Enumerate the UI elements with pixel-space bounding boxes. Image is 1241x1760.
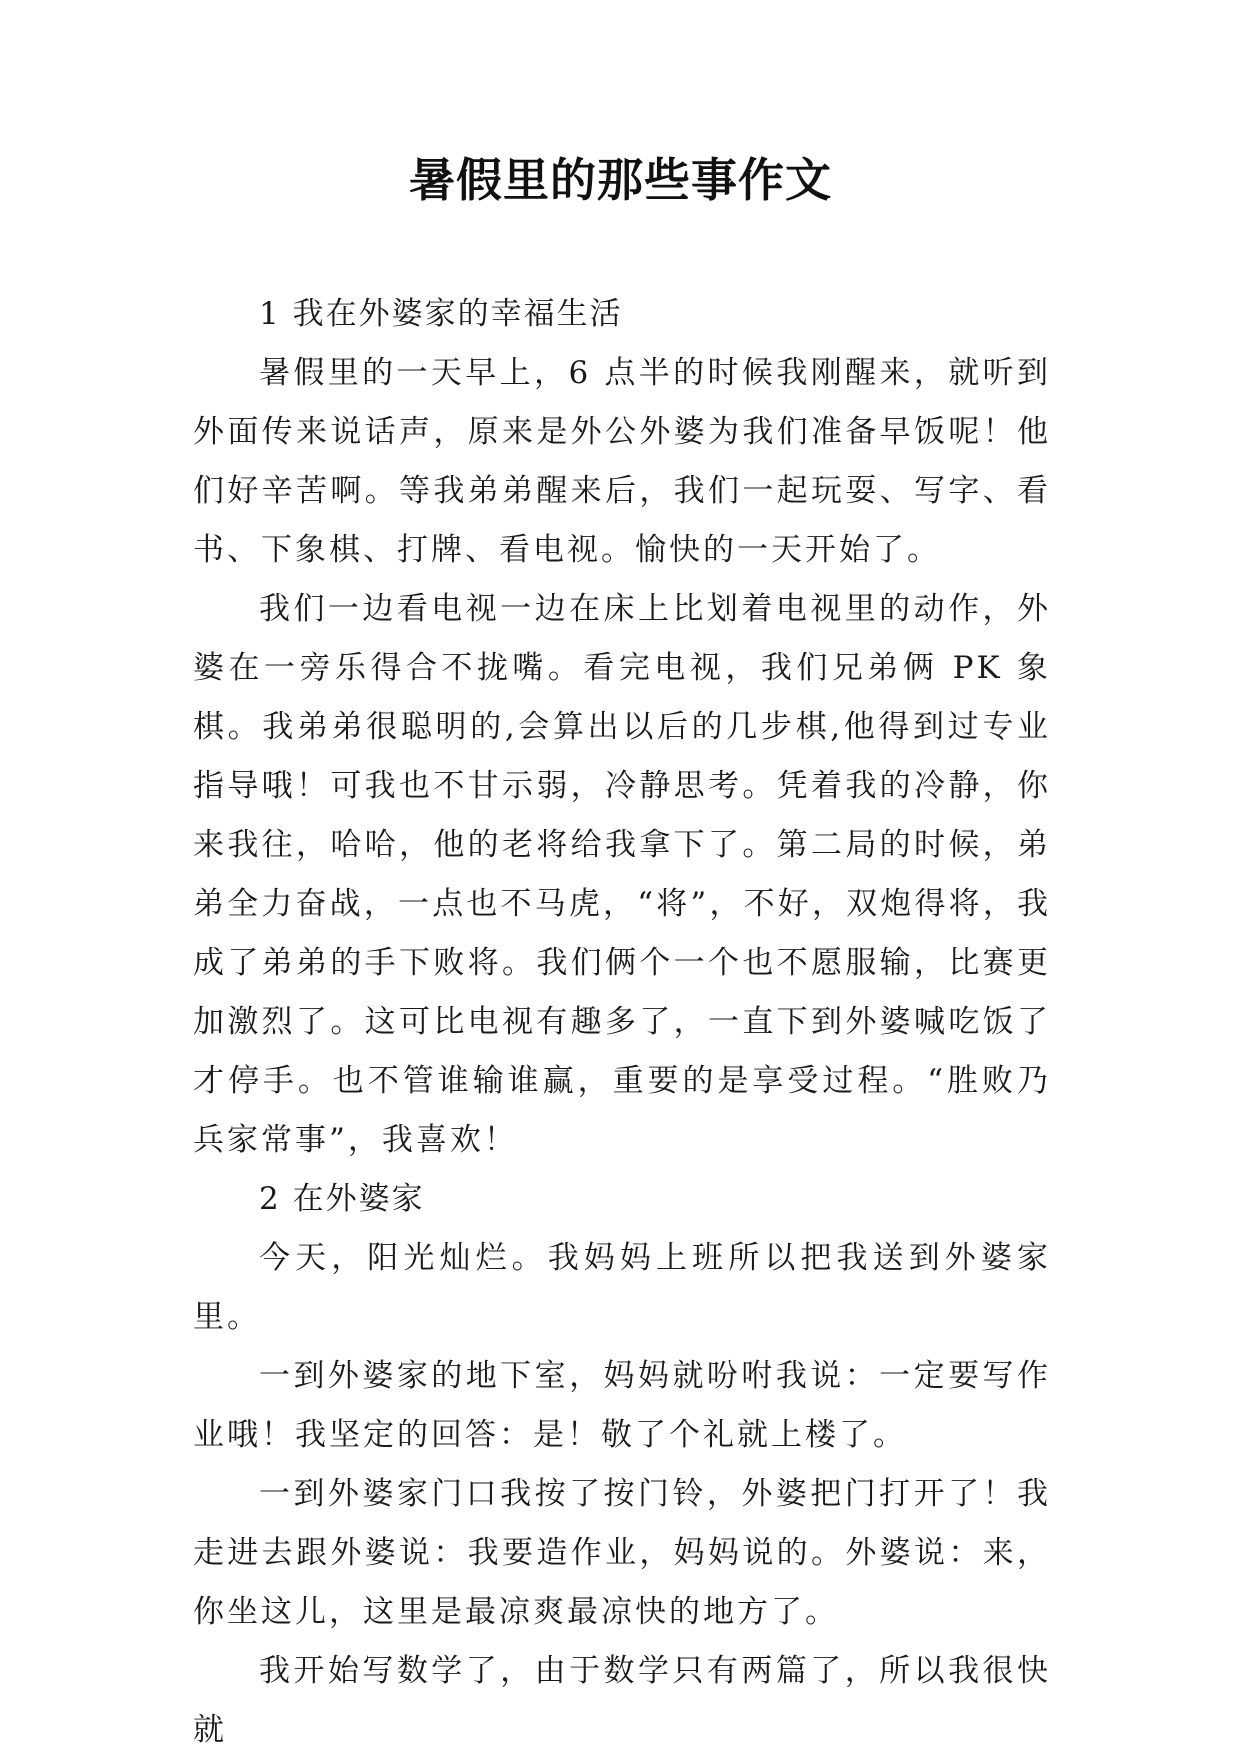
section-heading-1: 1 我在外婆家的幸福生活	[259, 296, 623, 332]
document-title: 暑假里的那些事作文	[409, 153, 832, 207]
paragraph: 一到外婆家门口我按了按门铃，外婆把门打开了！我走进去跟外婆说：我要造作业，妈妈说的。外婆说：来，你坐这儿，这里是最凉爽最凉快的地方了。	[193, 1476, 1051, 1630]
paragraph: 一到外婆家的地下室，妈妈就吩咐我说：一定要写作业哦！我坚定的回答：是！敬了个礼就上楼了。	[193, 1358, 1051, 1453]
section-heading-2: 2 在外婆家	[259, 1181, 425, 1217]
document-body	[193, 285, 1051, 1760]
paragraph: 我们一边看电视一边在床上比划着电视里的动作，外婆在一旁乐得合不拢嘴。看完电视，我们兄弟俩 PK 象棋。我弟弟很聪明的,会算出以后的几步棋,他得到过专业指导哦！可我也不甘示弱，冷静思考。凭着我的冷静，你来我往，哈哈，他的老将给我拿下了。第二局的时候，弟弟全力奋战，一点也不马虎，“将”，不好，双炮得将，我成了弟弟的手下败将。我们俩个一个也不愿服输，比赛更加激烈了。这可比电视有趣多了，一直下到外婆喊吃饭了才停手。也不管谁输谁赢，重要的是享受过程。“胜败乃兵家常事”，我喜欢！	[193, 591, 1051, 1158]
paragraph: 我开始写数学了，由于数学只有两篇了，所以我很快就	[193, 1653, 1051, 1748]
paragraph: 今天，阳光灿烂。我妈妈上班所以把我送到外婆家里。	[193, 1240, 1051, 1335]
paragraph: 暑假里的一天早上，6 点半的时候我刚醒来，就听到外面传来说话声，原来是外公外婆为我们准备早饭呢！他们好辛苦啊。等我弟弟醒来后，我们一起玩耍、写字、看书、下象棋、打牌、看电视。愉快的一天开始了。	[193, 355, 1051, 568]
